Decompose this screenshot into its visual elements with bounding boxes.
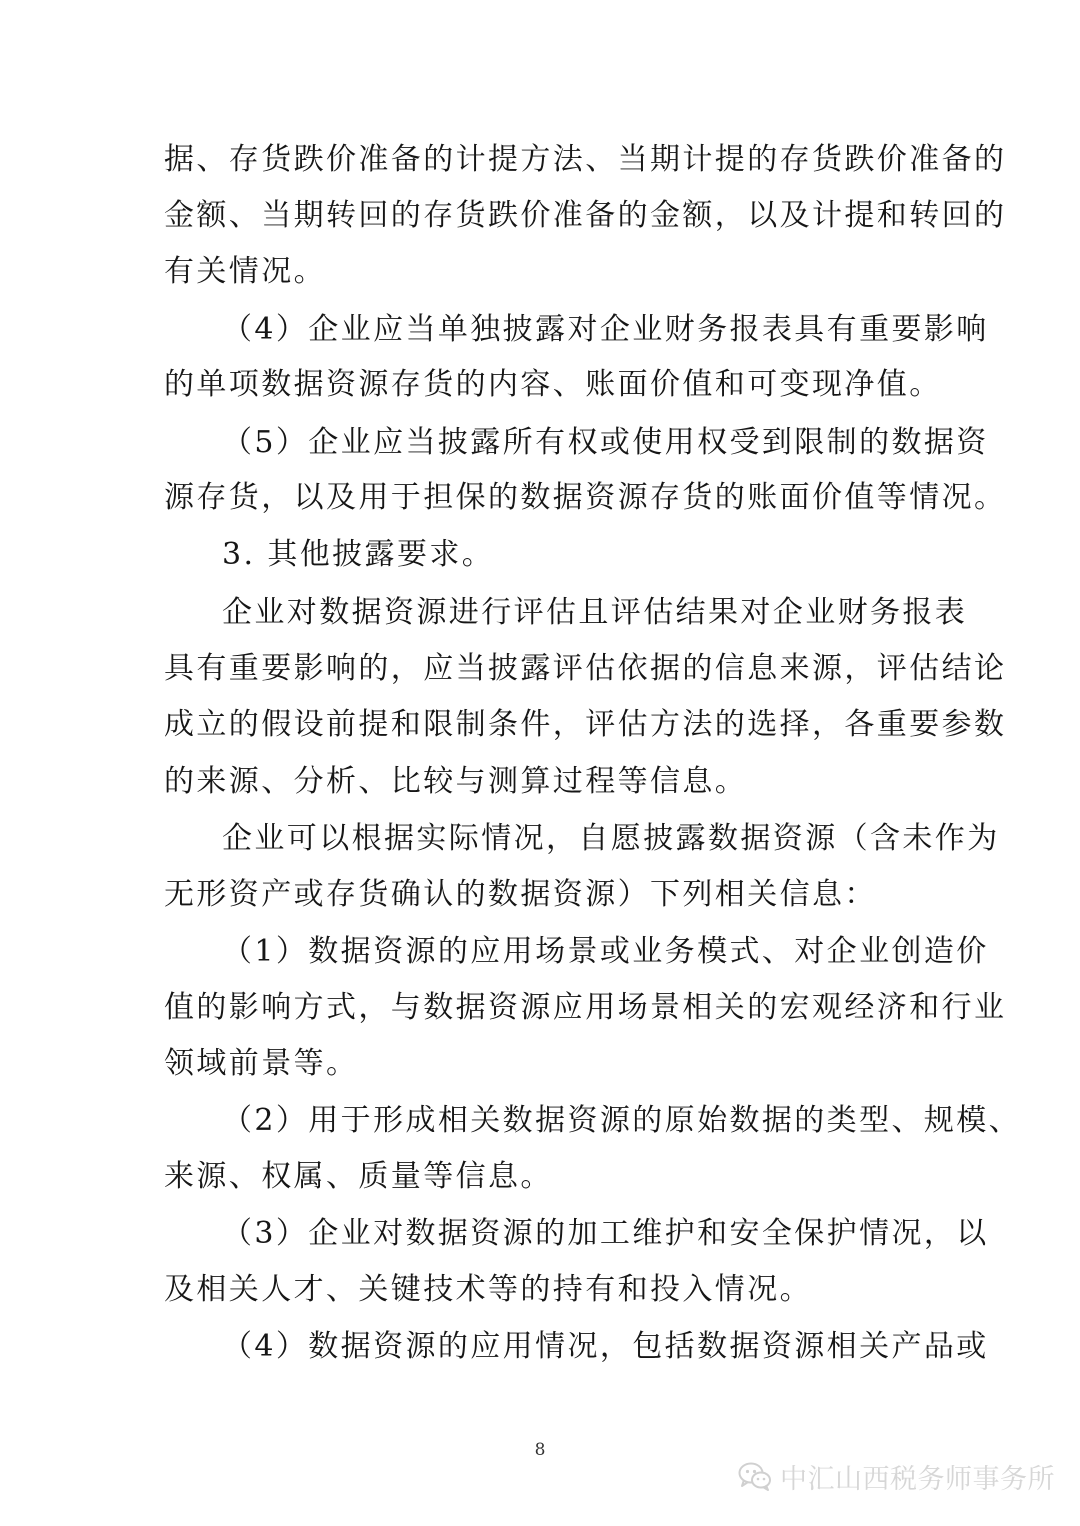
paragraph-line: （1）数据资源的应用场景或业务模式、对企业创造价	[222, 934, 989, 969]
paragraph-line: 及相关人才、关键技术等的持有和投入情况。	[164, 1272, 812, 1307]
paragraph-line: （2）用于形成相关数据资源的原始数据的类型、规模、	[222, 1103, 1022, 1138]
paragraph-line: 有关情况。	[164, 254, 326, 289]
paragraph-line: 值的影响方式，与数据资源应用场景相关的宏观经济和行业	[164, 990, 1007, 1025]
paragraph-line: （5）企业应当披露所有权或使用权受到限制的数据资	[222, 425, 989, 460]
paragraph-line: 的单项数据资源存货的内容、账面价值和可变现净值。	[164, 367, 942, 402]
paragraph-line: 无形资产或存货确认的数据资源）下列相关信息：	[164, 877, 877, 912]
paragraph-line: 企业对数据资源进行评估且评估结果对企业财务报表	[222, 595, 968, 630]
paragraph-line: 金额、当期转回的存货跌价准备的金额，以及计提和转回的	[164, 198, 1007, 233]
paragraph-line: 具有重要影响的，应当披露评估依据的信息来源，评估结论	[164, 651, 1007, 686]
paragraph-line: 源存货，以及用于担保的数据资源存货的账面价值等情况。	[164, 480, 1007, 515]
watermark-text: 中汇山西税务师事务所	[780, 1463, 1055, 1495]
section-heading: 3. 其他披露要求。	[222, 537, 495, 572]
paragraph-line: 据、存货跌价准备的计提方法、当期计提的存货跌价准备的	[164, 142, 1007, 177]
paragraph-line: 企业可以根据实际情况，自愿披露数据资源（含未作为	[222, 821, 1000, 856]
paragraph-line: （4）企业应当单独披露对企业财务报表具有重要影响	[222, 312, 989, 347]
paragraph-line: 领域前景等。	[164, 1046, 359, 1081]
watermark	[738, 1456, 1055, 1496]
paragraph-line: 来源、权属、质量等信息。	[164, 1159, 553, 1194]
paragraph-line: （4）数据资源的应用情况，包括数据资源相关产品或	[222, 1329, 989, 1364]
page-number: 8	[534, 1440, 546, 1460]
paragraph-line: 的来源、分析、比较与测算过程等信息。	[164, 764, 748, 799]
wechat-icon	[738, 1461, 772, 1491]
paragraph-line: 成立的假设前提和限制条件，评估方法的选择，各重要参数	[164, 707, 1007, 742]
paragraph-line: （3）企业对数据资源的加工维护和安全保护情况，以	[222, 1216, 989, 1251]
